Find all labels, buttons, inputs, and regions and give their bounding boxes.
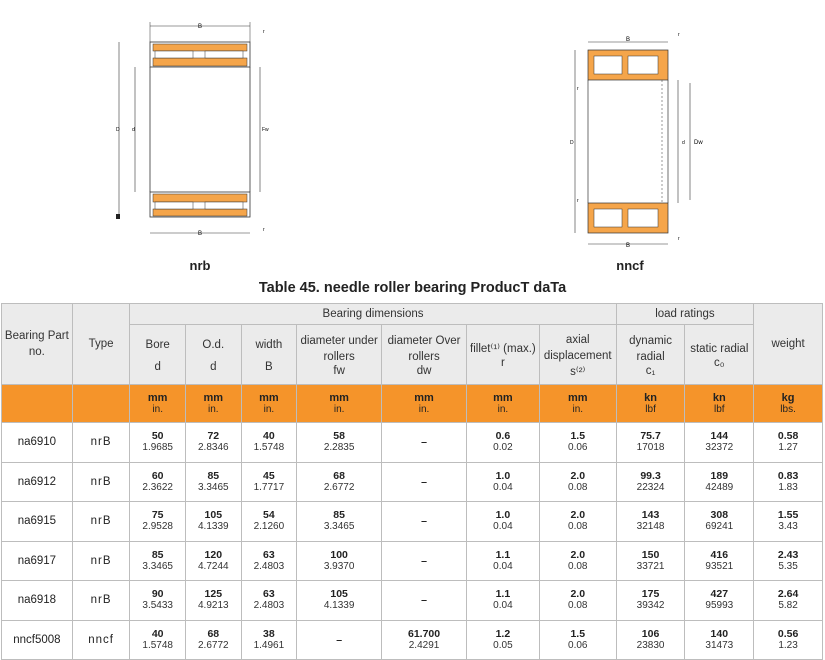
cell-over: – (382, 541, 467, 581)
cell-weight: 0.83 1.83 (754, 462, 823, 502)
cell-dynamic: 143 32148 (616, 502, 685, 542)
cell-bore: 75 2.9528 (130, 502, 186, 542)
cell-axial: 2.0 0.08 (539, 502, 616, 542)
table-row (2, 502, 823, 542)
bearing-data-table (1, 303, 823, 660)
label-b-top: B (197, 24, 203, 30)
cell-weight: 1.55 3.43 (754, 502, 823, 542)
cell-dynamic: 99.3 22324 (616, 462, 685, 502)
cell-fillet: 0.6 0.02 (467, 423, 540, 463)
cell-over: – (382, 462, 467, 502)
cell-od: 105 4.1339 (185, 502, 241, 542)
cell-static: 427 95993 (685, 581, 754, 621)
header-fillet: fillet⁽¹⁾ (max.) r (467, 325, 540, 385)
header-weight: weight (754, 304, 823, 385)
cell-bore: 40 1.5748 (130, 620, 186, 660)
nrb-bearing-diagram (105, 18, 285, 243)
header-part-no: Bearing Part no. (2, 304, 73, 385)
table-title: Table 45. needle roller bearing ProducT daTa (258, 280, 567, 296)
table-row (2, 620, 823, 660)
label-r-top: r (263, 29, 265, 35)
cell-width: 63 2.4803 (241, 541, 297, 581)
cell-dynamic: 106 23830 (616, 620, 685, 660)
cell-over: – (382, 502, 467, 542)
cell-bore: 50 1.9685 (130, 423, 186, 463)
cell-od: 120 4.7244 (185, 541, 241, 581)
header-group-load: load ratings (616, 304, 753, 325)
nncf-caption: nncf (616, 258, 644, 273)
cell-od: 125 4.9213 (185, 581, 241, 621)
label-r-left2: r (577, 198, 579, 204)
unit-fillet: mm in. (467, 385, 540, 423)
cell-axial: 2.0 0.08 (539, 581, 616, 621)
cell-under: 100 3.9370 (297, 541, 382, 581)
cell-od: 72 2.8346 (185, 423, 241, 463)
header-axial: axial displacement s⁽²⁾ (539, 325, 616, 385)
cell-width: 45 1.7717 (241, 462, 297, 502)
cell-part-no: nncf5008 (2, 620, 73, 660)
cell-part-no: na6918 (2, 581, 73, 621)
cell-weight: 0.58 1.27 (754, 423, 823, 463)
unit-dia-over: mm in. (382, 385, 467, 423)
label-r-bot-r: r (678, 236, 680, 242)
cell-static: 144 32372 (685, 423, 754, 463)
nncf-bearing-diagram (560, 28, 720, 248)
cell-fillet: 1.1 0.04 (467, 581, 540, 621)
label-b-top-r: B (625, 37, 631, 43)
cell-axial: 1.5 0.06 (539, 423, 616, 463)
cell-static: 140 31473 (685, 620, 754, 660)
cell-type: nrB (72, 502, 130, 542)
units-row (2, 385, 823, 423)
label-b-bottom: B (197, 231, 203, 237)
cell-under: – (297, 620, 382, 660)
label-d-inner: d (132, 127, 135, 133)
label-dw: Dw (694, 140, 703, 146)
cell-bore: 90 3.5433 (130, 581, 186, 621)
cell-type: nrB (72, 423, 130, 463)
unit-dynamic: kn lbf (616, 385, 685, 423)
cell-part-no: na6915 (2, 502, 73, 542)
label-r-left1: r (577, 86, 579, 92)
cell-under: 105 4.1339 (297, 581, 382, 621)
nrb-caption: nrb (189, 258, 211, 273)
unit-od: mm in. (185, 385, 241, 423)
table-row (2, 423, 823, 463)
cell-width: 40 1.5748 (241, 423, 297, 463)
cell-static: 308 69241 (685, 502, 754, 542)
cell-part-no: na6917 (2, 541, 73, 581)
unit-dia-under: mm in. (297, 385, 382, 423)
cell-fillet: 1.2 0.05 (467, 620, 540, 660)
cell-weight: 2.43 5.35 (754, 541, 823, 581)
cell-under: 68 2.6772 (297, 462, 382, 502)
unit-width: mm in. (241, 385, 297, 423)
cell-axial: 1.5 0.06 (539, 620, 616, 660)
header-dia-under: diameter under rollers fw (297, 325, 382, 385)
cell-dynamic: 175 39342 (616, 581, 685, 621)
header-type: Type (72, 304, 130, 385)
cell-weight: 2.64 5.82 (754, 581, 823, 621)
cell-type: nrB (72, 462, 130, 502)
header-static: static radial c₀ (685, 325, 754, 385)
unit-bore: mm in. (130, 385, 186, 423)
label-d-outer: D (116, 127, 120, 133)
label-fw: Fw (262, 127, 269, 133)
cell-part-no: na6912 (2, 462, 73, 502)
header-bore: Bore d (130, 325, 186, 385)
cell-static: 416 93521 (685, 541, 754, 581)
cell-dynamic: 150 33721 (616, 541, 685, 581)
label-d-inner-r: d (682, 140, 685, 146)
cell-fillet: 1.0 0.04 (467, 462, 540, 502)
cell-type: nrB (72, 541, 130, 581)
cell-weight: 0.56 1.23 (754, 620, 823, 660)
cell-width: 54 2.1260 (241, 502, 297, 542)
cell-over: 61.700 2.4291 (382, 620, 467, 660)
cell-bore: 60 2.3622 (130, 462, 186, 502)
header-od: O.d. d (185, 325, 241, 385)
cell-under: 85 3.3465 (297, 502, 382, 542)
cell-width: 63 2.4803 (241, 581, 297, 621)
header-width: width B (241, 325, 297, 385)
header-dia-over: diameter Over rollers dw (382, 325, 467, 385)
table-row (2, 581, 823, 621)
cell-dynamic: 75.7 17018 (616, 423, 685, 463)
cell-type: nncf (72, 620, 130, 660)
unit-axial: mm in. (539, 385, 616, 423)
cell-fillet: 1.0 0.04 (467, 502, 540, 542)
cell-over: – (382, 423, 467, 463)
cell-axial: 2.0 0.08 (539, 541, 616, 581)
header-group-dimensions: Bearing dimensions (130, 304, 616, 325)
cell-type: nrB (72, 581, 130, 621)
cell-od: 68 2.6772 (185, 620, 241, 660)
label-r-top-r: r (678, 32, 680, 38)
cell-part-no: na6910 (2, 423, 73, 463)
cell-od: 85 3.3465 (185, 462, 241, 502)
label-b-bottom-r: B (625, 243, 631, 248)
unit-static: kn lbf (685, 385, 754, 423)
cell-width: 38 1.4961 (241, 620, 297, 660)
label-d-outer-r: D (570, 140, 574, 146)
cell-under: 58 2.2835 (297, 423, 382, 463)
header-dynamic: dynamic radial c₁ (616, 325, 685, 385)
cell-bore: 85 3.3465 (130, 541, 186, 581)
table-row (2, 541, 823, 581)
label-r-bot: r (263, 227, 265, 233)
cell-over: – (382, 581, 467, 621)
cell-fillet: 1.1 0.04 (467, 541, 540, 581)
cell-axial: 2.0 0.08 (539, 462, 616, 502)
unit-weight: kg lbs. (754, 385, 823, 423)
table-row (2, 462, 823, 502)
cell-static: 189 42489 (685, 462, 754, 502)
